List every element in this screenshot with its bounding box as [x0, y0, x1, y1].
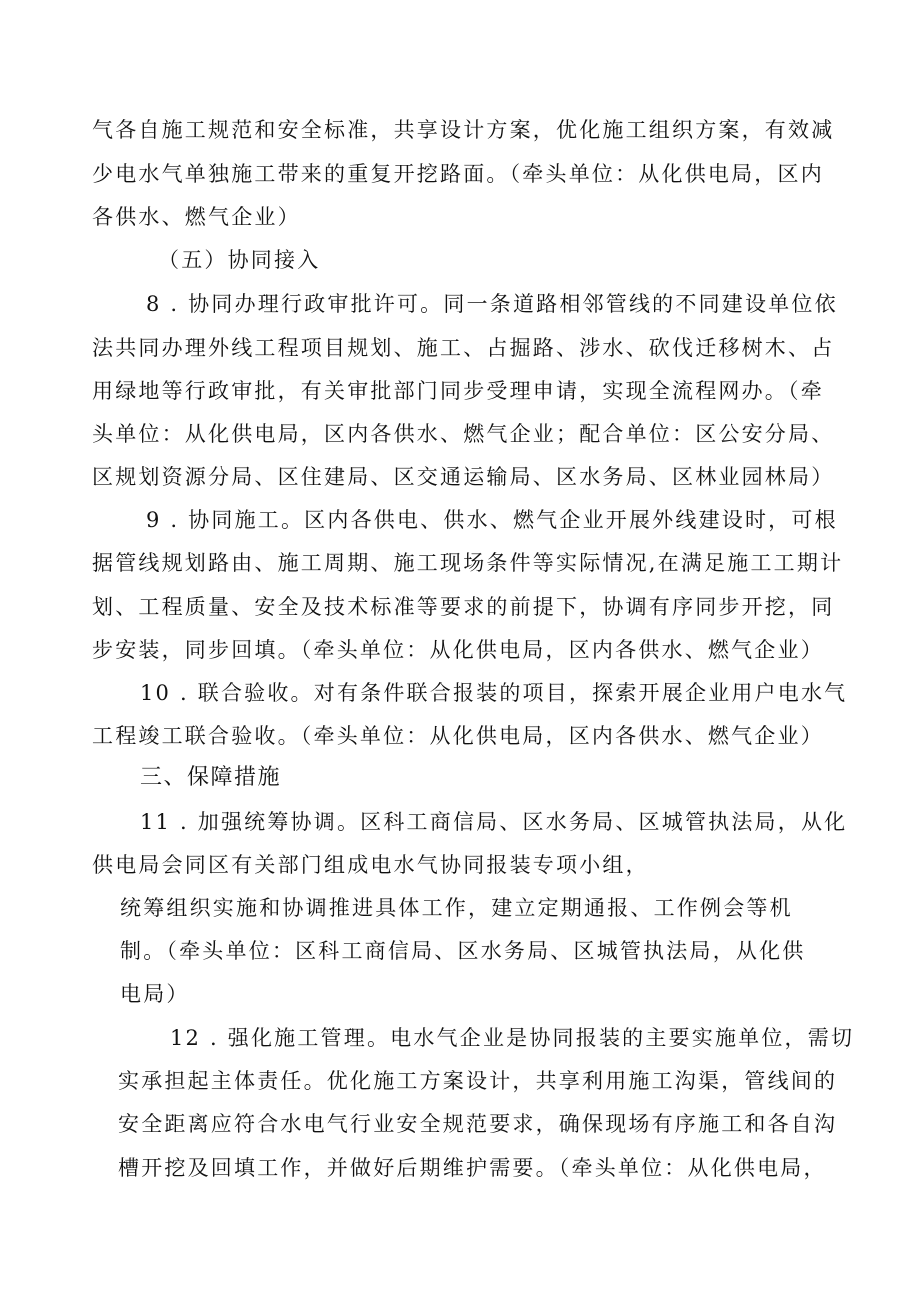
- paragraph-line: 划、工程质量、安全及技术标准等要求的前提下，协调有序同步开挖，同: [92, 595, 835, 619]
- paragraph-line: 工程竣工联合验收。（牵头单位：从化供电局，区内各供水、燃气企业）: [92, 724, 824, 748]
- paragraph-line: 用绿地等行政审批，有关审批部门同步受理申请，实现全流程网办。（牵: [92, 379, 824, 403]
- paragraph-line: 安全距离应符合水电气行业安全规范要求，确保现场有序施工和各自沟: [118, 1112, 838, 1136]
- paragraph-line: 制。（牵头单位：区科工商信局、区水务局、区城管执法局，从化供: [120, 939, 806, 963]
- paragraph-line: 头单位：从化供电局，区内各供水、燃气企业；配合单位：区公安分局、: [92, 422, 835, 446]
- paragraph-line: 实承担起主体责任。优化施工方案设计，共享利用施工沟渠，管线间的: [118, 1069, 838, 1093]
- paragraph-line: 9 . 协同施工。区内各供电、供水、燃气企业开展外线建设时，可根: [146, 508, 838, 532]
- paragraph-line: 8 . 协同办理行政审批许可。同一条道路相邻管线的不同建设单位依: [146, 292, 838, 316]
- paragraph-line: 区规划资源分局、区住建局、区交通运输局、区水务局、区林业园林局）: [92, 465, 835, 489]
- section-heading: 三、保障措施: [140, 765, 282, 790]
- paragraph-line: 法共同办理外线工程项目规划、施工、占掘路、涉水、砍伐迁移树木、占: [92, 336, 835, 360]
- paragraph-line: 12 . 强化施工管理。电水气企业是协同报装的主要实施单位，需切: [170, 1026, 855, 1050]
- paragraph-line: 供电局会同区有关部门组成电水气协同报装专项小组，: [92, 853, 649, 877]
- paragraph-line: 少电水气单独施工带来的重复开挖路面。（牵头单位：从化供电局，区内: [92, 162, 824, 186]
- paragraph-line: 步安装，同步回填。（牵头单位：从化供电局，区内各供水、燃气企业）: [92, 638, 824, 662]
- paragraph-line: 10 . 联合验收。对有条件联合报装的项目，探索开展企业用户电水气: [140, 681, 848, 705]
- subsection-title: （五）协同接入: [158, 248, 321, 272]
- paragraph-line: 统筹组织实施和协调推进具体工作，建立定期通报、工作例会等机: [120, 896, 793, 920]
- paragraph-line: 11 . 加强统筹协调。区科工商信局、区水务局、区城管执法局，从化: [140, 810, 848, 834]
- paragraph-line: 槽开挖及回填工作，并做好后期维护需要。（牵头单位：从化供电局，: [118, 1156, 827, 1180]
- paragraph-line: 各供水、燃气企业）: [92, 205, 301, 229]
- paragraph-line: 据管线规划路由、施工周期、施工现场条件等实际情况,在满足施工工期计: [92, 551, 844, 575]
- paragraph-line: 气各自施工规范和安全标准，共享设计方案，优化施工组织方案，有效减: [92, 118, 835, 142]
- paragraph-line: 电局）: [120, 982, 190, 1006]
